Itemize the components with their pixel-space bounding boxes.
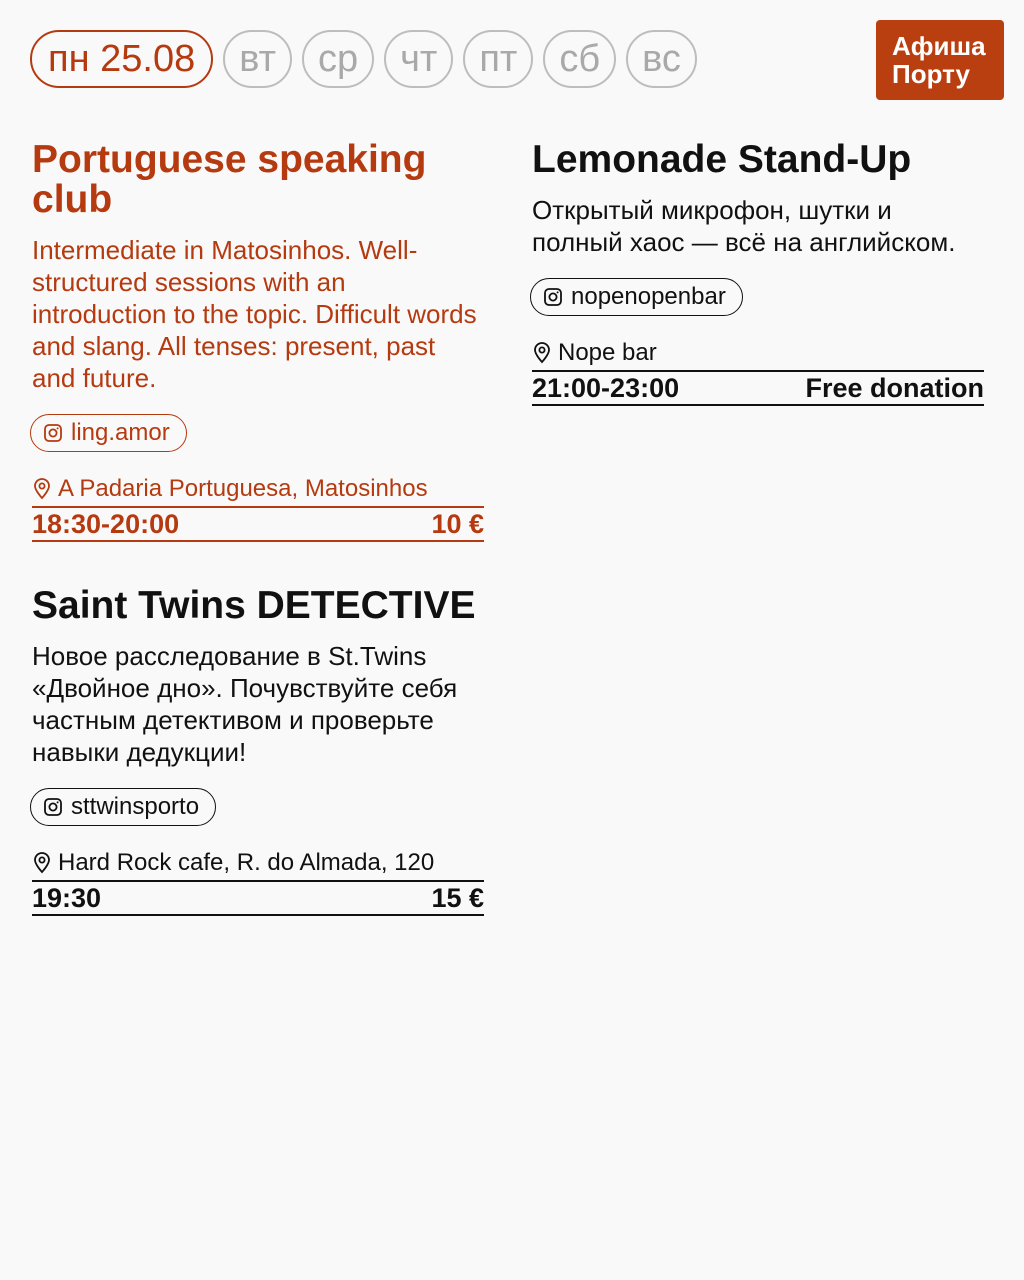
event-location <box>532 338 984 368</box>
location-text: A Padaria Portuguesa, Matosinhos <box>58 475 428 502</box>
day-selector <box>30 30 697 88</box>
brand-logo <box>876 20 1004 100</box>
day-tab-sunday[interactable]: вс <box>626 30 697 88</box>
time-price-bar <box>32 880 484 916</box>
instagram-link[interactable] <box>30 414 187 452</box>
location-pin-icon <box>532 342 552 364</box>
time-price-bar <box>532 370 984 406</box>
day-tab-thursday[interactable]: чт <box>384 30 453 88</box>
instagram-icon <box>43 423 63 443</box>
event-price: 10 € <box>431 508 484 539</box>
instagram-handle: sttwinsporto <box>71 793 200 820</box>
event-title: Portuguese speaking club <box>32 138 427 221</box>
day-tab-tuesday[interactable]: вт <box>223 30 292 88</box>
instagram-handle: nopenopenbar <box>571 283 726 310</box>
event-price: 15 € <box>431 882 484 913</box>
time-price-bar <box>32 506 484 542</box>
location-pin-icon <box>32 852 52 874</box>
day-tab-monday[interactable]: пн 25.08 <box>30 30 213 88</box>
logo-line-2: Порту <box>892 59 970 89</box>
instagram-link[interactable] <box>30 788 216 826</box>
event-description: Новое расследование в St.Twins «Двойное дно». Почувствуйте себя частным детективом и проверьте навыки дедукции! <box>32 641 458 767</box>
location-text: Nope bar <box>558 339 657 366</box>
event-time: 18:30-20:00 <box>32 508 180 539</box>
event-card <box>32 586 484 916</box>
event-location <box>32 474 484 504</box>
event-title: Saint Twins DETECTIVE <box>32 584 476 627</box>
day-tab-friday[interactable]: пт <box>463 30 533 88</box>
logo-line-1: Афиша <box>892 31 986 61</box>
location-pin-icon <box>32 478 52 500</box>
instagram-icon <box>543 287 563 307</box>
event-card <box>32 140 484 542</box>
event-price: Free donation <box>805 372 984 403</box>
instagram-icon <box>43 797 63 817</box>
event-location <box>32 848 484 878</box>
event-title: Lemonade Stand-Up <box>532 138 912 181</box>
event-time: 19:30 <box>32 882 102 913</box>
location-text: Hard Rock cafe, R. do Almada, 120 <box>58 849 435 876</box>
event-card <box>532 140 984 406</box>
event-time: 21:00-23:00 <box>532 372 680 403</box>
day-tab-wednesday[interactable]: ср <box>302 30 374 88</box>
day-tab-saturday[interactable]: сб <box>543 30 616 88</box>
event-description: Открытый микрофон, шутки и полный хаос — всё на английском. <box>532 195 956 257</box>
instagram-handle: ling.amor <box>71 419 170 446</box>
instagram-link[interactable] <box>530 278 743 316</box>
event-description: Intermediate in Matosinhos. Well-structured sessions with an introduction to the topic. Difficult words and slang. All tenses: present, past and future. <box>32 235 477 393</box>
